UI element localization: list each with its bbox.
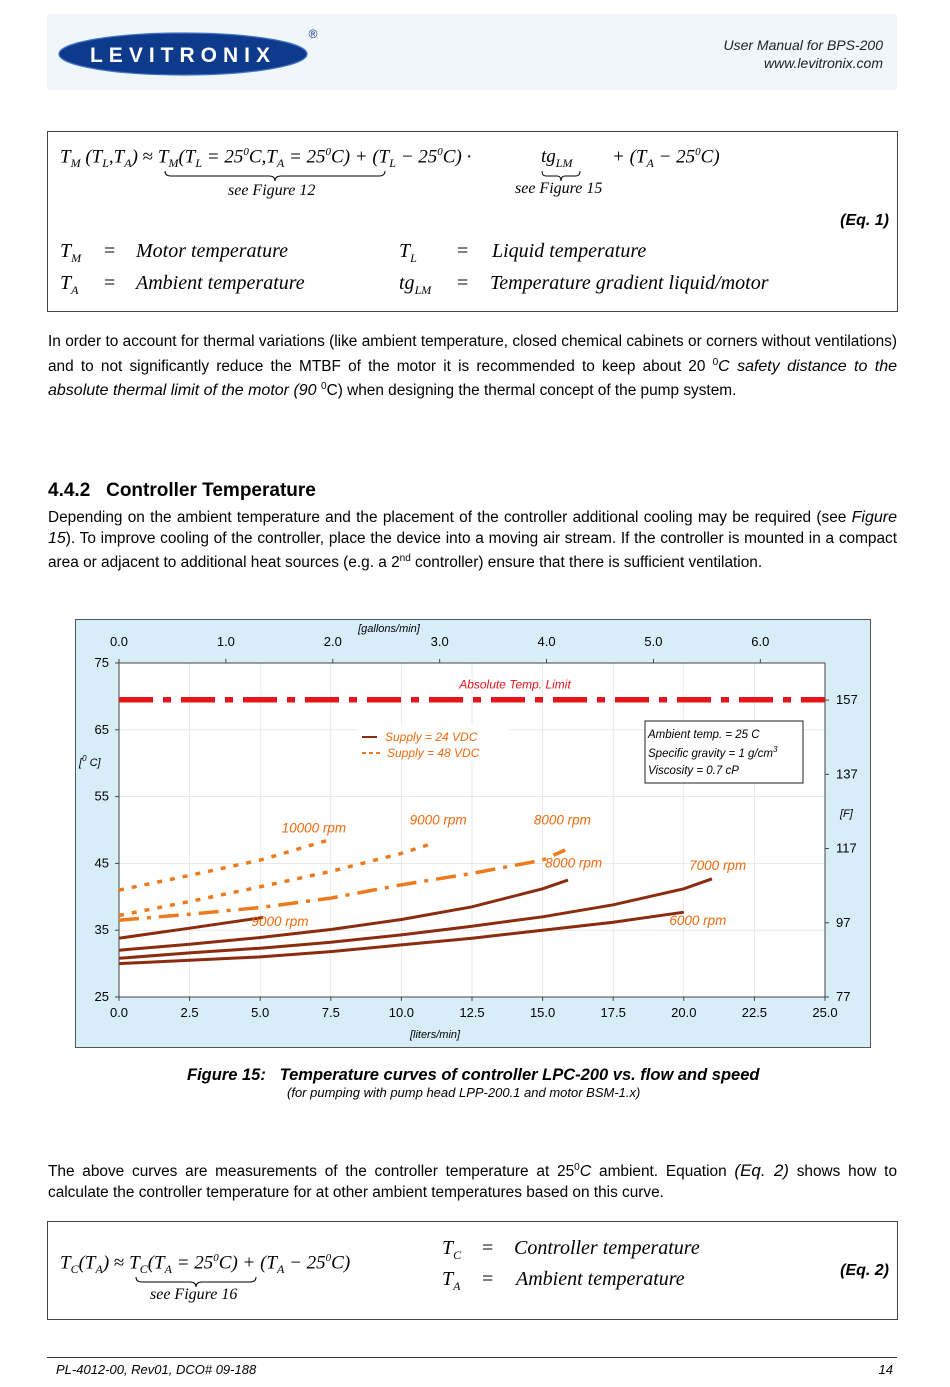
- equation-2-formula: $T_C(T_A) \approx T_C(T_A = 25^0C) + (T_A - 25^0C)$: [60, 1252, 351, 1277]
- def-gradient: $tg_{LM}$ = Temperature gradient liquid/motor: [399, 272, 769, 297]
- levitronix-logo: [57, 24, 327, 83]
- section-heading: 4.4.2 Controller Temperature: [48, 480, 316, 501]
- x-tick-label: 17.5: [600, 1005, 626, 1020]
- see-figure-15: see Figure 15: [515, 180, 603, 197]
- see-figure-16: see Figure 16: [150, 1286, 238, 1303]
- top-tick-label: 6.0: [751, 634, 770, 649]
- x-tick-label: 22.5: [741, 1005, 768, 1020]
- footer-doc-id: PL-4012-00, Rev01, DCO# 09-188: [56, 1362, 257, 1377]
- legend-label-24v: Supply = 24 VDC: [385, 730, 478, 744]
- equation-1-formula: $T_M$ $(T_L,T_A) \approx T_M(T_L = 25^0C,T_A = 25^0C) + (T_L - 25^0C)$ ·: [60, 146, 472, 171]
- y-tick-label: 55: [94, 788, 109, 804]
- def-ambient-temp: $T_A$ = Ambient temperature: [60, 272, 305, 297]
- curve-label: 7000 rpm: [689, 858, 747, 874]
- info-gravity: Specific gravity = 1 $g/cm^3$: [648, 745, 778, 760]
- def-ambient-temp-2: $T_A$ = Ambient temperature: [442, 1268, 685, 1293]
- x-tick-label: 10.0: [388, 1005, 415, 1020]
- y-axis-label-left: [$^0$ C]: [79, 754, 101, 769]
- x-axis-label: [liters/min]: [409, 1029, 461, 1041]
- def-motor-temp: $T_M$ = Motor temperature: [60, 240, 289, 265]
- right-tick-label: 137: [836, 766, 858, 782]
- x-tick-label: 25.0: [812, 1005, 838, 1020]
- curve-label: 8000 rpm: [545, 855, 603, 871]
- svg-text:®: ®: [308, 27, 318, 41]
- x-tick-label: 5.0: [251, 1005, 270, 1020]
- y-tick-label: 65: [94, 721, 109, 737]
- see-figure-12: see Figure 12: [228, 182, 316, 199]
- curve-label: 6000 rpm: [669, 912, 727, 928]
- absolute-temp-limit-label: Absolute Temp. Limit: [459, 677, 571, 692]
- y-tick-label: 45: [94, 855, 109, 871]
- equation-1-label: (Eq. 1): [840, 212, 889, 229]
- y-tick-label: 75: [94, 655, 109, 670]
- curve-label: 9000 rpm: [251, 914, 309, 930]
- top-tick-label: 5.0: [644, 634, 663, 649]
- info-ambient: Ambient temp. = 25 C: [648, 729, 760, 741]
- paragraph-controller-cooling: Depending on the ambient temperature and the placement of the controller additional cooling may be required (see Figure 15). To improve cooling of the controller, place the device into a moving air stream. If the controller is mounted in a compact area or adjacent to additional heat sources (e.g. a 2nd controller) ensure that there is sufficient ventilation.: [48, 509, 897, 572]
- paragraph-curves-description: The above curves are measurements of the controller temperature at $25^0C$ ambient. Equation (Eq. 2) shows how to calculate the controller temperature for at other ambient temperatures based on this curve.: [48, 1161, 897, 1201]
- website-url: www.levitronix.com: [763, 55, 883, 71]
- underbrace-1: [163, 170, 388, 182]
- tg-lm-term: $tg_{LM}$: [541, 146, 573, 170]
- def-controller-temp: $T_C$ = Controller temperature: [442, 1237, 700, 1262]
- top-tick-label: 1.0: [216, 634, 235, 649]
- chart-svg: [75, 619, 871, 1048]
- right-tick-label: 77: [836, 989, 851, 1004]
- footer-divider: [47, 1357, 897, 1358]
- info-viscosity: Viscosity = 0.7 cP: [648, 765, 739, 777]
- top-tick-label: 2.0: [323, 634, 342, 649]
- curve-label: 9000 rpm: [409, 812, 467, 828]
- curve-label: 8000 rpm: [533, 812, 591, 828]
- y-axis-label-right: [F]: [840, 808, 853, 820]
- ambient-term: + $(T_A - 25^0C)$: [612, 146, 720, 171]
- footer-page-number: 14: [878, 1362, 893, 1377]
- x-tick-label: 7.5: [321, 1005, 340, 1020]
- svg-text:LEVITRONIX: LEVITRONIX: [89, 44, 277, 67]
- equation-2-label: (Eq. 2): [840, 1262, 889, 1279]
- x-tick-label: 0.0: [109, 1005, 129, 1020]
- x-tick-label: 15.0: [529, 1005, 556, 1020]
- top-tick-label: 3.0: [430, 634, 449, 649]
- y-tick-label: 35: [94, 922, 109, 938]
- x-tick-label: 12.5: [459, 1005, 485, 1020]
- top-tick-label: 4.0: [537, 634, 556, 649]
- y-tick-label: 25: [94, 989, 109, 1004]
- temperature-chart: [75, 619, 871, 1053]
- equation-1-box: [47, 131, 898, 312]
- top-tick-label: 0.0: [109, 634, 129, 649]
- curve-label: 10000 rpm: [281, 820, 347, 836]
- equation-2-box: [47, 1221, 898, 1320]
- figure-subcaption: (for pumping with pump head LPP-200.1 and motor BSM-1.x): [287, 1085, 641, 1100]
- right-tick-label: 117: [836, 840, 857, 856]
- figure-caption: Figure 15: Temperature curves of controller LPC-200 vs. flow and speed: [187, 1066, 760, 1084]
- paragraph-thermal-variations: In order to account for thermal variations (like ambient temperature, closed chemical cabinets or corners without ventilations) and to not significantly reduce the MTBF of the motor it is recommended to keep about 20 $^0$C safety distance to the absolute thermal limit of the motor (90 $^0$C) when designing the thermal concept of the pump system.: [48, 333, 898, 400]
- x-tick-label: 20.0: [671, 1005, 697, 1020]
- right-tick-label: 157: [836, 692, 858, 708]
- def-liquid-temp: $T_L$ = Liquid temperature: [399, 240, 647, 265]
- legend-label-48v: Supply = 48 VDC: [387, 746, 480, 760]
- top-axis-label: [gallons/min]: [358, 623, 420, 635]
- x-tick-label: 2.5: [180, 1005, 199, 1020]
- header-info: [723, 36, 883, 72]
- manual-title: User Manual for BPS-200: [723, 37, 883, 53]
- right-tick-label: 97: [836, 914, 851, 930]
